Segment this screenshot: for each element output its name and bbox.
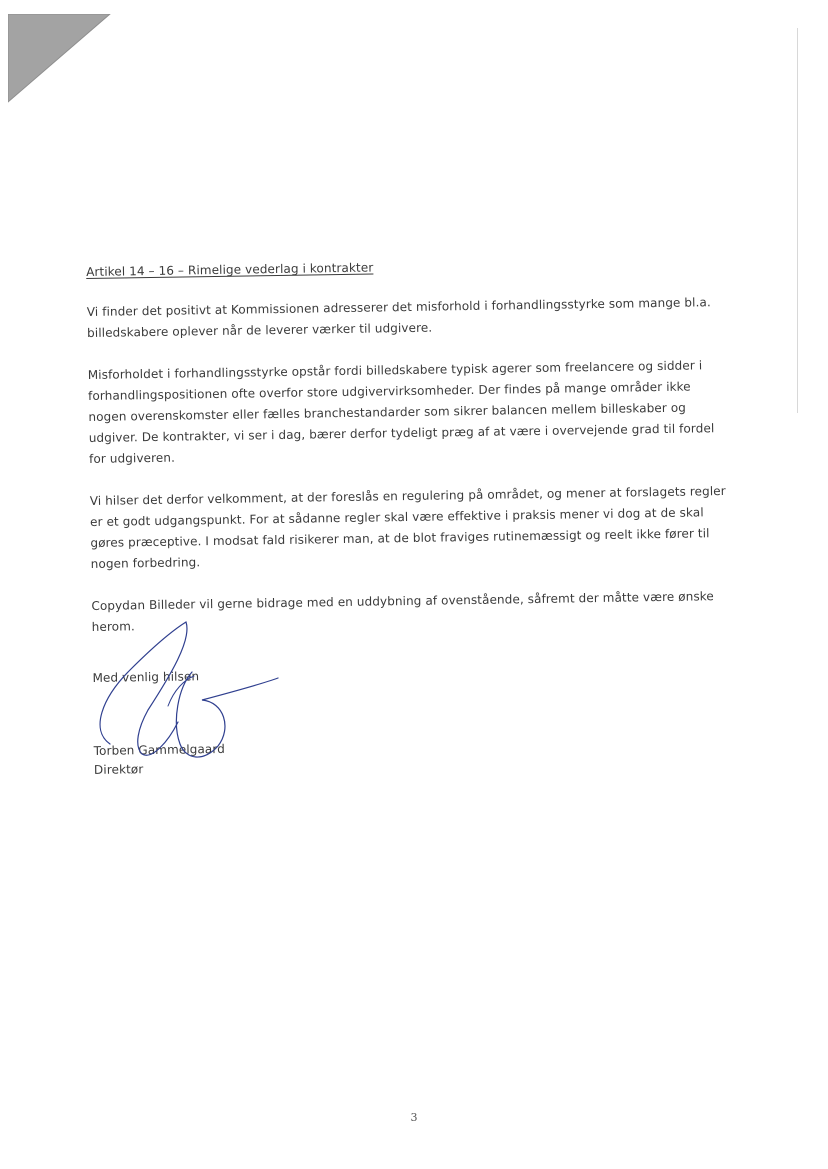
- signer-title: Direktør: [93, 762, 144, 777]
- paragraph-2: Misforholdet i forhandlingsstyrke opstår fordi billedskabere typisk agerer som freelancere og sidder i forhandlingspositionen ofte overfor store udgivervirksomheder. Der findes på mange områder ikke nogen overenskomster eller fælles branchestandarder som sikrer balancen mellem billeskaber og udgiver. De kontrakter, vi ser i dag, bærer derfor tydeligt præg af at være i overvejende grad til fordel for udgiveren.: [87, 358, 715, 466]
- paragraph-1: Vi finder det positivt at Kommissionen adresserer det misforhold i forhandlingsstyrke som mange bl.a. billedskabere oplever når de leverer værker til udgivere.: [86, 295, 711, 340]
- closing-greeting: Med venlig hilsen: [92, 669, 200, 685]
- paragraph-3: Vi hilser det derfor velkomment, at der foreslås en regulering på området, og mener at forslagets regler er et godt udgangspunkt. For at sådanne regler skal være effektive i praksis mener vi dog at de skal gøres præceptive. I modsat fald risikerer man, at de blot fraviges rutinemæssigt og reelt ikke fører til nogen forbedring.: [89, 483, 726, 571]
- section-heading: Artikel 14 – 16 – Rimelige vederlag i kontrakter: [86, 260, 374, 279]
- signer-name: Torben Gammelgaard: [93, 741, 225, 758]
- scan-edge-line: [797, 28, 798, 413]
- folded-corner-icon: [8, 14, 112, 104]
- page-number: 3: [410, 1111, 418, 1124]
- paragraph-4: Copydan Billeder vil gerne bidrage med en uddybning af ovenstående, såfremt der måtte være ønske herom.: [91, 589, 714, 634]
- handwritten-signature: [82, 618, 292, 778]
